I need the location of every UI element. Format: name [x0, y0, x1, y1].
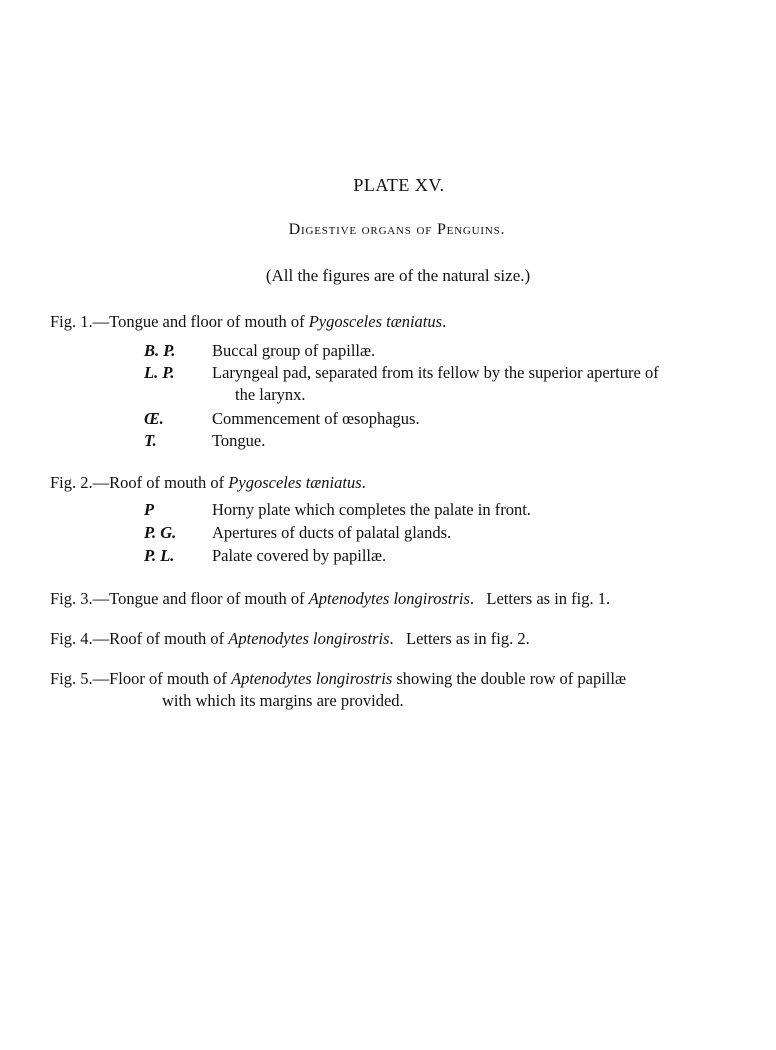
fig-3-suffix: . Letters as in fig. 1. [469, 589, 611, 608]
fig-1-suffix: . [442, 312, 447, 331]
fig-1-caption [50, 311, 446, 333]
fig-3-species: Aptenodytes longirostris [308, 589, 470, 608]
legend-abbr: P. G. [144, 523, 177, 542]
fig-1-species: Pygosceles tæniatus [308, 312, 443, 331]
fig-5-continuation: with which its margins are provided. [162, 691, 404, 710]
fig-5-suffix: showing the double row of papillæ [392, 669, 626, 688]
fig-2-prefix: Fig. 2.—Roof of mouth of [50, 473, 229, 492]
fig-4-caption [50, 628, 530, 650]
fig-4-suffix: . Letters as in fig. 2. [389, 629, 530, 648]
legend-abbr: P [144, 500, 155, 519]
fig-5-caption [50, 668, 626, 690]
plate-subtitle: Digestive organs of Penguins. [288, 221, 506, 238]
plate-title: PLATE XV. [353, 175, 445, 195]
legend-desc: Apertures of ducts of palatal glands. [212, 523, 452, 542]
legend-desc: Laryngeal pad, separated from its fellow by the superior aperture of [212, 363, 659, 382]
fig-4-species: Aptenodytes longirostris [228, 629, 390, 648]
size-note: (All the figures are of the natural size.) [265, 266, 531, 285]
fig-3-caption [50, 588, 610, 610]
fig-5-species: Aptenodytes longirostris [231, 669, 393, 688]
legend-desc-continuation: the larynx. [235, 385, 306, 404]
legend-desc: Commencement of œsophagus. [212, 409, 420, 428]
fig-1-prefix: Fig. 1.—Tongue and floor of mouth of [50, 312, 309, 331]
legend-desc: Tongue. [212, 431, 266, 450]
legend-abbr: T. [144, 431, 157, 450]
fig-2-suffix: . [361, 473, 366, 492]
fig-4-prefix: Fig. 4.—Roof of mouth of [50, 629, 229, 648]
fig-2-species: Pygosceles tæniatus [228, 473, 362, 492]
legend-abbr: L. P. [144, 363, 175, 382]
legend-abbr: Œ. [144, 409, 164, 428]
legend-desc: Horny plate which completes the palate in front. [212, 500, 531, 519]
fig-3-prefix: Fig. 3.—Tongue and floor of mouth of [50, 589, 309, 608]
fig-5-prefix: Fig. 5.—Floor of mouth of [50, 669, 232, 688]
legend-abbr: B. P. [144, 341, 176, 360]
fig-2-caption [50, 472, 366, 494]
legend-desc: Buccal group of papillæ. [212, 341, 376, 360]
legend-abbr: P. L. [144, 546, 175, 565]
legend-desc: Palate covered by papillæ. [212, 546, 387, 565]
